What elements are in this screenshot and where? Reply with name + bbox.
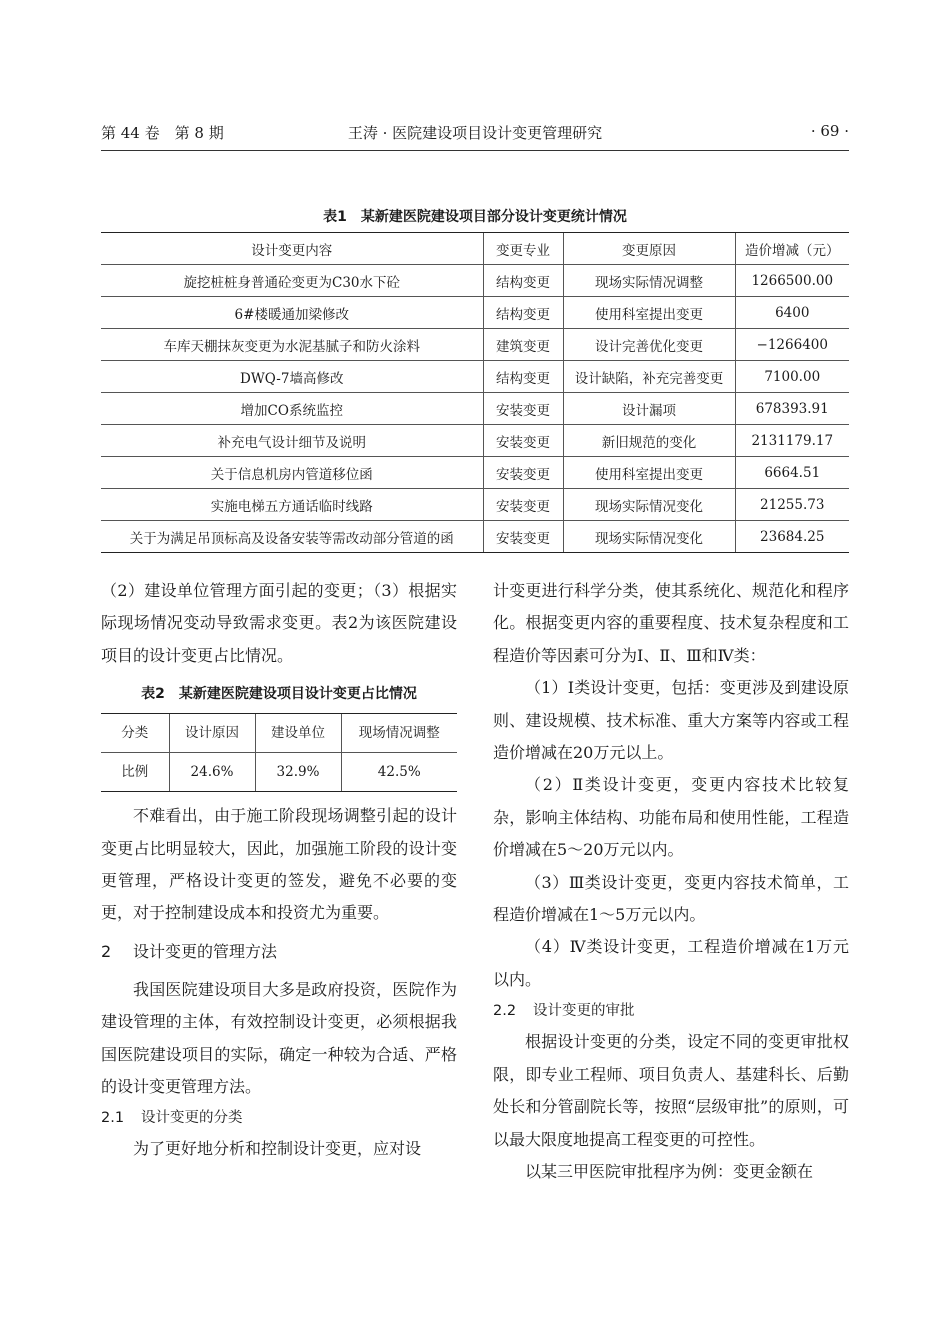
- table-cell: 比例: [101, 753, 169, 792]
- left-column: [101, 575, 457, 1166]
- table-cell: 7100.00: [735, 361, 849, 393]
- table1: [101, 232, 849, 553]
- table-cell: 设计完善优化变更: [563, 329, 735, 361]
- table-cell: 分类: [101, 714, 169, 753]
- table2-caption: 表2 某新建医院建设项目设计变更占比情况: [141, 686, 417, 703]
- table-cell: 现场实际情况变化: [563, 489, 735, 521]
- section-number: 2: [101, 941, 112, 961]
- table-cell: 补充电气设计细节及说明: [101, 425, 483, 457]
- table-cell: 21255.73: [735, 489, 849, 521]
- table-cell: −1266400: [735, 329, 849, 361]
- paragraph: （3）Ⅲ类设计变更，变更内容技术简单，工程造价增减在1～5万元以内。: [493, 872, 849, 925]
- table2: [101, 713, 457, 792]
- table-row: [101, 457, 849, 489]
- table-row: [101, 425, 849, 457]
- table-cell: 旋挖桩桩身普通砼变更为C30水下砼: [101, 265, 483, 297]
- table-cell: 安装变更: [483, 457, 563, 489]
- journal-volume: 第 44 卷 第 8 期: [101, 124, 224, 142]
- section-heading: [101, 936, 457, 968]
- table-cell: 新旧规范的变化: [563, 425, 735, 457]
- table-row: [101, 265, 849, 297]
- table1-header-reason: 变更原因: [563, 233, 735, 265]
- paragraph: 计变更进行科学分类，使其系统化、规范化和程序化。根据变更内容的重要程度、技术复杂程度和工程造价等因素可分为Ⅰ、Ⅱ、Ⅲ和Ⅳ类：: [493, 581, 849, 665]
- page-number: · 69 ·: [810, 122, 849, 140]
- table-cell: 24.6%: [169, 753, 255, 792]
- paragraph: 我国医院建设项目大多是政府投资，医院作为建设管理的主体，有效控制设计变更，必须根据我国医院建设项目的实际，确定一种较为合适、严格的设计变更管理方法。: [101, 979, 457, 1097]
- table-cell: 实施电梯五方通话临时线路: [101, 489, 483, 521]
- subsection-title: 设计变更的审批: [533, 1003, 635, 1020]
- subsection-title: 设计变更的分类: [141, 1110, 243, 1127]
- paragraph: （4）Ⅳ类设计变更，工程造价增减在1万元以内。: [493, 937, 849, 989]
- table-cell: 32.9%: [255, 753, 341, 792]
- subsection-heading: [101, 1103, 457, 1133]
- table-cell: 6#楼暖通加梁修改: [101, 297, 483, 329]
- table-cell: 增加CO系统监控: [101, 393, 483, 425]
- table-cell: 建设单位: [255, 714, 341, 753]
- right-column: [493, 575, 849, 1188]
- table-cell: 建筑变更: [483, 329, 563, 361]
- table-cell: 结构变更: [483, 361, 563, 393]
- table-cell: 结构变更: [483, 265, 563, 297]
- table1-header-discipline: 变更专业: [483, 233, 563, 265]
- table-cell: 23684.25: [735, 521, 849, 553]
- table-cell: 1266500.00: [735, 265, 849, 297]
- table-cell: 678393.91: [735, 393, 849, 425]
- table-row: [101, 297, 849, 329]
- table-cell: 车库天棚抹灰变更为水泥基腻子和防火涂料: [101, 329, 483, 361]
- table1-header-cost: 造价增减（元）: [735, 233, 849, 265]
- table-cell: 使用科室提出变更: [563, 297, 735, 329]
- section-title: 设计变更的管理方法: [133, 941, 278, 961]
- table-cell: 结构变更: [483, 297, 563, 329]
- paragraph: （1）Ⅰ类设计变更，包括：变更涉及到建设原则、建设规模、技术标准、重大方案等内容或工程造价增减在20万元以上。: [493, 678, 849, 763]
- table-row: [101, 489, 849, 521]
- paragraph: 为了更好地分析和控制设计变更，应对设: [133, 1139, 422, 1159]
- table-cell: 2131179.17: [735, 425, 849, 457]
- table-cell: 关于为满足吊顶标高及设备安装等需改动部分管道的函: [101, 521, 483, 553]
- table-cell: 42.5%: [341, 753, 457, 792]
- subsection-number: 2.1: [101, 1110, 125, 1127]
- table1-header-row: [101, 233, 849, 265]
- table-cell: 6664.51: [735, 457, 849, 489]
- table-cell: 现场情况调整: [341, 714, 457, 753]
- paragraph: 以某三甲医院审批程序为例：变更金额在: [525, 1161, 814, 1181]
- table-cell: 设计漏项: [563, 393, 735, 425]
- table-row: [101, 361, 849, 393]
- page-header: [101, 122, 849, 151]
- table1-caption: 表1 某新建医院建设项目部分设计变更统计情况: [323, 209, 627, 225]
- table-cell: 6400: [735, 297, 849, 329]
- paragraph: 不难看出，由于施工阶段现场调整引起的设计变更占比明显较大，因此，加强施工阶段的设计变更管理，严格设计变更的签发，避免不必要的变更，对于控制建设成本和投资尤为重要。: [101, 806, 457, 923]
- table-cell: 安装变更: [483, 425, 563, 457]
- table-cell: 安装变更: [483, 489, 563, 521]
- table-cell: 使用科室提出变更: [563, 457, 735, 489]
- paragraph: 根据设计变更的分类，设定不同的变更审批权限，即专业工程师、项目负责人、基建科长、后勤处长和分管副院长等，按照“层级审批”的原则，可以最大限度地提高工程变更的可控性。: [493, 1032, 849, 1149]
- table-cell: 安装变更: [483, 393, 563, 425]
- paragraph: （2）建设单位管理方面引起的变更；（3）根据实际现场情况变动导致需求变更。表2为该医院建设项目的设计变更占比情况。: [101, 581, 457, 665]
- running-title: 王涛 · 医院建设项目设计变更管理研究: [347, 124, 603, 142]
- table-cell: 安装变更: [483, 521, 563, 553]
- table-cell: 现场实际情况调整: [563, 265, 735, 297]
- paragraph: （2）Ⅱ类设计变更，变更内容技术比较复杂，影响主体结构、功能布局和使用性能，工程造价增减在5～20万元以内。: [493, 775, 849, 860]
- subsection-number: 2.2: [493, 1003, 517, 1020]
- table1-header-content: 设计变更内容: [101, 233, 483, 265]
- table-cell: 关于信息机房内管道移位函: [101, 457, 483, 489]
- table-cell: DWQ-7墙高修改: [101, 361, 483, 393]
- table-row: [101, 521, 849, 553]
- table-row: [101, 753, 457, 792]
- table2-header-row: [101, 714, 457, 753]
- table-cell: 设计原因: [169, 714, 255, 753]
- table-cell: 现场实际情况变化: [563, 521, 735, 553]
- table-row: [101, 393, 849, 425]
- table-row: [101, 329, 849, 361]
- subsection-heading: [493, 996, 849, 1026]
- table-cell: 设计缺陷，补充完善变更: [563, 361, 735, 393]
